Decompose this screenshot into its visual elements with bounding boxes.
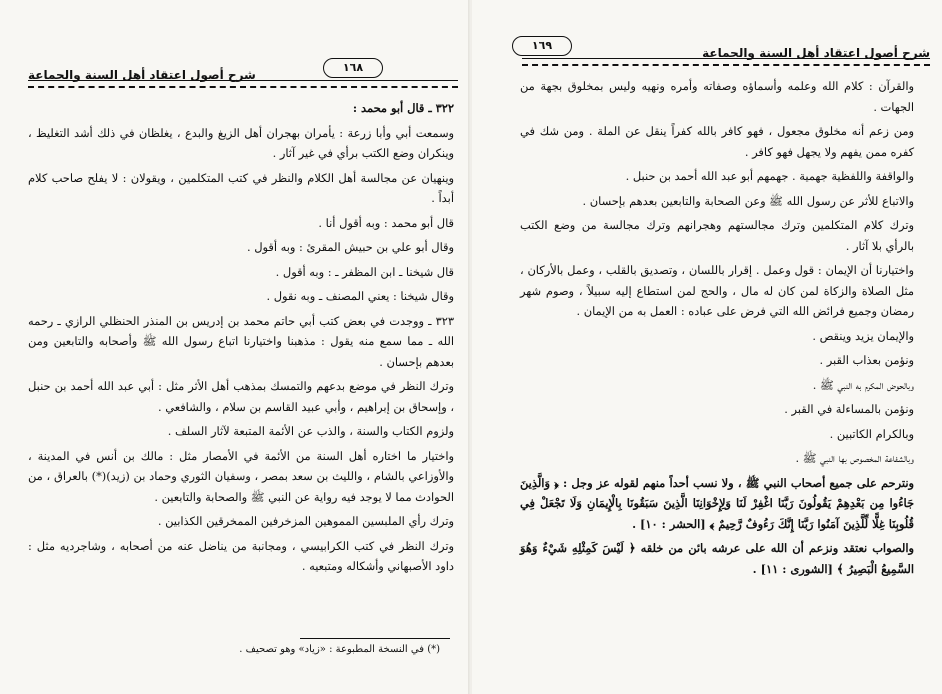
right-page-body [520, 76, 914, 583]
paragraph: وينهيان عن مجالسة أهل الكلام والنظر في كتب المتكلمين ، ويقولان : لا يفلح صاحب كلام أبداً . [28, 170, 454, 205]
left-page-body [28, 98, 454, 581]
paragraph: والقرآن : كلام الله وعلمه وأسماؤه وصفاته وأمره ونهيه وليس بمخلوق بجهة من الجهات . [520, 79, 914, 114]
paragraph: ونؤمن بعذاب القبر . [819, 353, 914, 367]
paragraph-quran-hashr: ونترحم على جميع أصحاب النبي ﷺ ، ولا نسب أحداً منهم لقوله عز وجل : ﴿ وَالَّذِينَ جَاءُوا مِن بَعْدِهِمْ يَقُولُونَ رَبَّنَا اغْفِرْ لَنَا وَلِإِخْوَانِنَا الَّذِينَ سَبَقُونَا بِالْإِيمَانِ وَلَا تَجْعَلْ فِي قُلُوبِنَا غِلًّا لِّلَّذِينَ آمَنُوا رَبَّنَا إِنَّكَ رَءُوفٌ رَّحِيمٌ ﴾ [الحشر : ١٠] . [520, 475, 914, 531]
paragraph-323: ٣٢٣ ـ ووجدت في بعض كتب أبي حاتم محمد بن إدريس بن المنذر الحنظلي الرازي ـ رحمه الله ـ مما سمع منه يقول : مذهبنا واختيارنا اتباع رسول الله ﷺ وأصحابه والتابعين ومن بعدهم بإحسان . [28, 313, 454, 369]
left-page [0, 0, 470, 694]
paragraph: وقال أبو علي بن حبيش المقرئ : وبه أقول . [246, 240, 454, 254]
left-header-rule [28, 80, 458, 88]
left-page-header [28, 58, 458, 88]
paragraph: وسمعت أبي وأبا زرعة : يأمران بهجران أهل الزيغ والبدع ، يغلظان في ذلك أشد التغليظ ، وينكران وضع الكتب برأي في غير آثار . [28, 125, 454, 160]
paragraph: ولزوم الكتاب والسنة ، والذب عن الأئمة المتبعة لآثار السلف . [167, 424, 454, 438]
paragraph: وبالكرام الكاتبين . [829, 426, 914, 441]
paragraph: والاتباع للأثر عن رسول الله ﷺ وعن الصحابة والتابعين بعدهم بإحسان . [582, 193, 914, 208]
paragraph: والواقفة واللفظية جهمية . جهمهم أبو عبد الله أحمد بن حنبل . [625, 169, 914, 183]
left-running-title: شرح أصول اعتقاد أهل السنة والجماعة [28, 68, 256, 82]
paragraph: والإيمان يزيد وينقص . [812, 328, 914, 343]
right-running-title: شرح أصول اعتقاد أهل السنة والجماعة [702, 46, 930, 60]
paragraph: وقال شيخنا : يعني المصنف ـ وبه نقول . [266, 289, 454, 303]
right-page-header [522, 36, 930, 66]
paragraph: واختيارنا أن الإيمان : قول وعمل . إقرار باللسان ، وتصديق بالقلب ، وعمل بالأركان ، مثل الصلاة والزكاة لمن كان له مال ، والحج لمن استطاع إليه سبيلاً ، وصوم شهر رمضان وجميع فرائض الله التي فرض على عباده : العمل به من الإيمان . [520, 263, 914, 318]
paragraph: وبالحوض المكرم به النبي ﷺ . [812, 377, 914, 392]
paragraph-quran-shura: والصواب نعتقد ونزعم أن الله على عرشه بائن من خلقه ﴿ لَيْسَ كَمِثْلِهِ شَيْءٌ وَهُوَ السَّمِيعُ الْبَصِيرُ ﴾ [الشورى : ١١] . [520, 541, 914, 576]
paragraph-322-heading: ٣٢٢ ـ قال أبو محمد : [352, 101, 454, 115]
paragraph: قال أبو محمد : وبه أقول أنا . [318, 215, 454, 230]
left-page-number: ١٦٨ [323, 58, 383, 78]
paragraph: ومن زعم أنه مخلوق مجعول ، فهو كافر بالله كفراً ينقل عن الملة . ومن شك في كفره ممن يفهم ولا يجهل فهو كافر . [520, 124, 914, 159]
footnote: (*) في النسخة المطبوعة : «زياد» وهو تصحيف . [239, 644, 440, 655]
paragraph: قال شيخنا ـ ابن المظفر ـ : وبه أقول . [275, 264, 454, 279]
paragraph: وترك النظر في كتب الكرابيسي ، ومجانبة من يناضل عنه من أصحابه ، وشاجرديه مثل : داود الأصبهاني وأشكاله ومتبعيه . [28, 538, 454, 573]
paragraph: وترك كلام المتكلمين وترك مجالستهم وهجرانهم وترك مجالسة من وضع الكتب بالرأي بلا آثار . [520, 218, 914, 253]
paragraph: ونؤمن بالمساءلة في القبر . [784, 402, 914, 416]
paragraph: وبالشفاعة المخصوص بها النبي ﷺ . [795, 451, 914, 465]
footnote-rule [300, 638, 450, 639]
paragraph: وترك النظر في موضع بدعهم والتمسك بمذهب أهل الأثر مثل : أبي عبد الله أحمد بن حنبل ، وإسحاق بن إبراهيم ، وأبي عبيد القاسم بن سلام ، والشافعي . [28, 379, 454, 414]
right-header-rule [522, 58, 930, 66]
right-page-number: ١٦٩ [512, 36, 572, 56]
paragraph: وترك رأي الملبسين المموهين المزخرفين الممخرقين الكذابين . [157, 514, 454, 528]
right-page [472, 0, 942, 694]
paragraph: واختيار ما اختاره أهل السنة من الأئمة في الأمصار مثل : مالك بن أنس في المدينة ، والأوزاعي بالشام ، والليث بن سعد بمصر ، وسفيان الثوري وحماد بن (زيد)(*) بالعراق ، من الحوادث مما لا يوجد فيه رواية عن النبي ﷺ والصحابة والتابعين . [28, 448, 454, 504]
